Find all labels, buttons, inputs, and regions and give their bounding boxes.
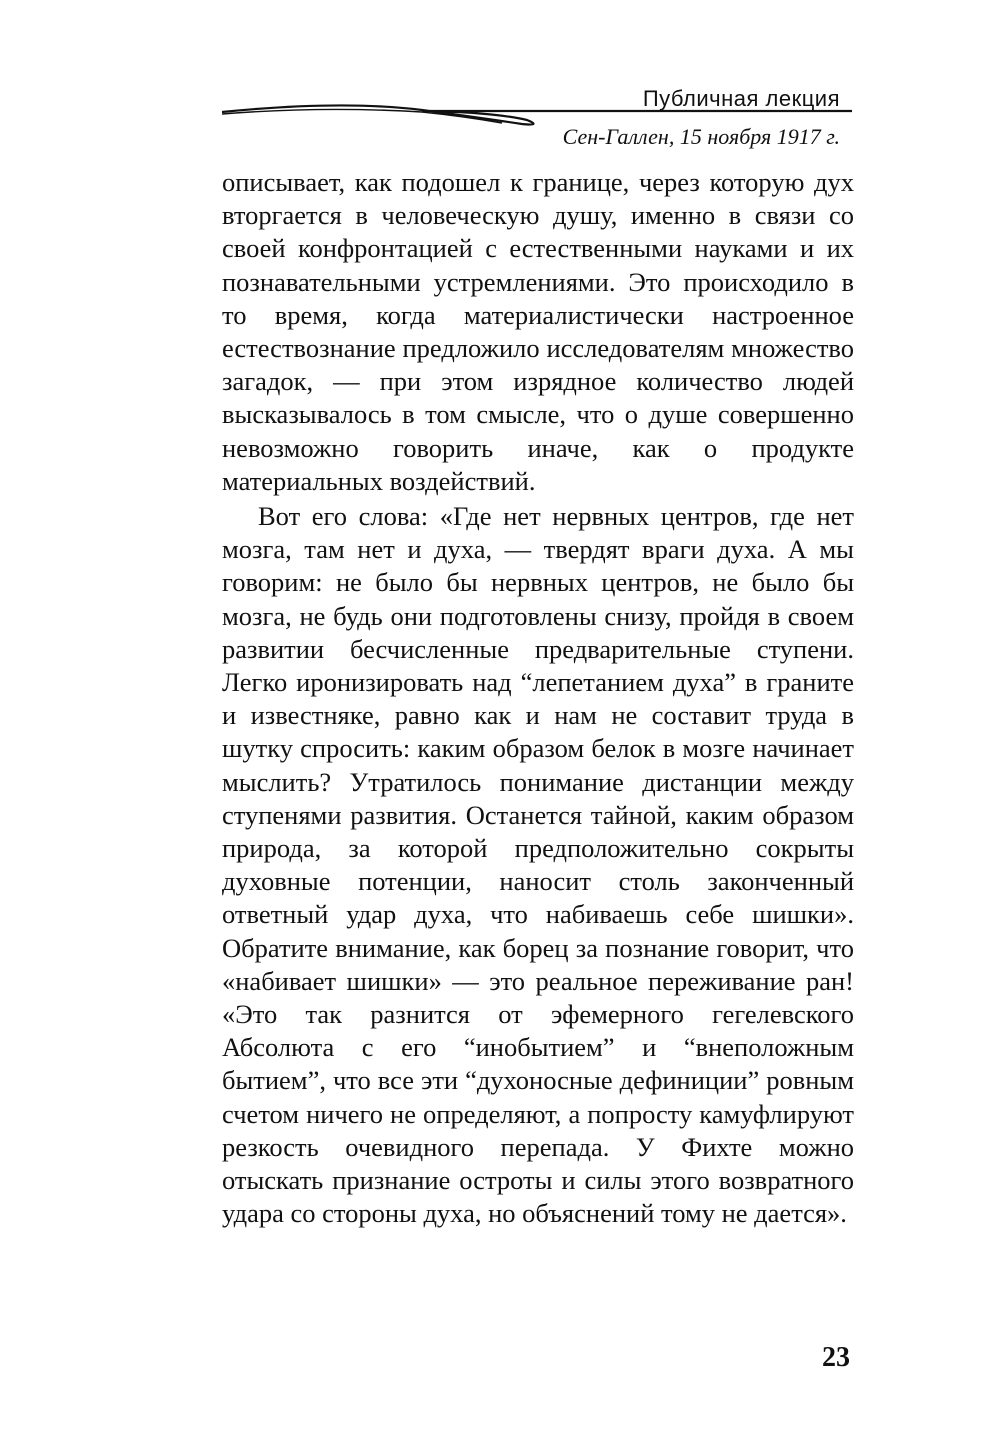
header-title: Публичная лекция — [642, 86, 840, 111]
running-header — [222, 82, 852, 162]
page-number: 23 — [822, 1342, 850, 1373]
paragraph-2: Вот его слова: «Где нет нервных центров, где нет мозга, там нет и духа, — твердят враги духа. А мы говорим: не было бы нервных центров, не было бы мозга, не будь они подготовлены снизу, пройдя в своем развитии бесчисленные предварительные ступени. Легко иронизировать над “лепетанием духа” в граните и известняке, равно как и нам не составит труда в шутку спросить: каким образом белок в мозге начинает мыслить? Утратилось понимание дистанции между ступенями развития. Останется тайной, каким образом природа, за которой предположительно сокрыты духовные потенции, наносит столь законченный ответный удар духа, что набиваешь себе шишки». Обратите внимание, как борец за познание говорит, что «набивает шишки» — это реальное переживание ран! «Это так разнится от эфемерного гегелевского Абсолюта с его “инобытием” и “внеположным бытием”, что все эти “духоносные дефиниции” ровным счетом ничего не определяют, а попросту камуфлируют резкость очевидного перепада. У Фихте можно отыскать признание остроты и силы этого возвратного удара со стороны духа, но объяснений тому не дается». — [222, 501, 854, 1229]
body-text — [222, 166, 854, 1231]
paragraph-1: описывает, как подошел к границе, через которую дух вторгается в человеческую душу, именно в связи со своей конфронтацией с естественными науками и их познавательными устремлениями. Это происходило в то время, когда материалистически настроенное естествознание предложило исследователям множество загадок, — при этом изрядное количество людей высказывалось в том смысле, что о душе совершенно невозможно говорить иначе, как о продукте материальных воздействий. — [222, 167, 854, 496]
header-subtitle: Сен-Галлен, 15 ноября 1917 г. — [562, 124, 840, 149]
